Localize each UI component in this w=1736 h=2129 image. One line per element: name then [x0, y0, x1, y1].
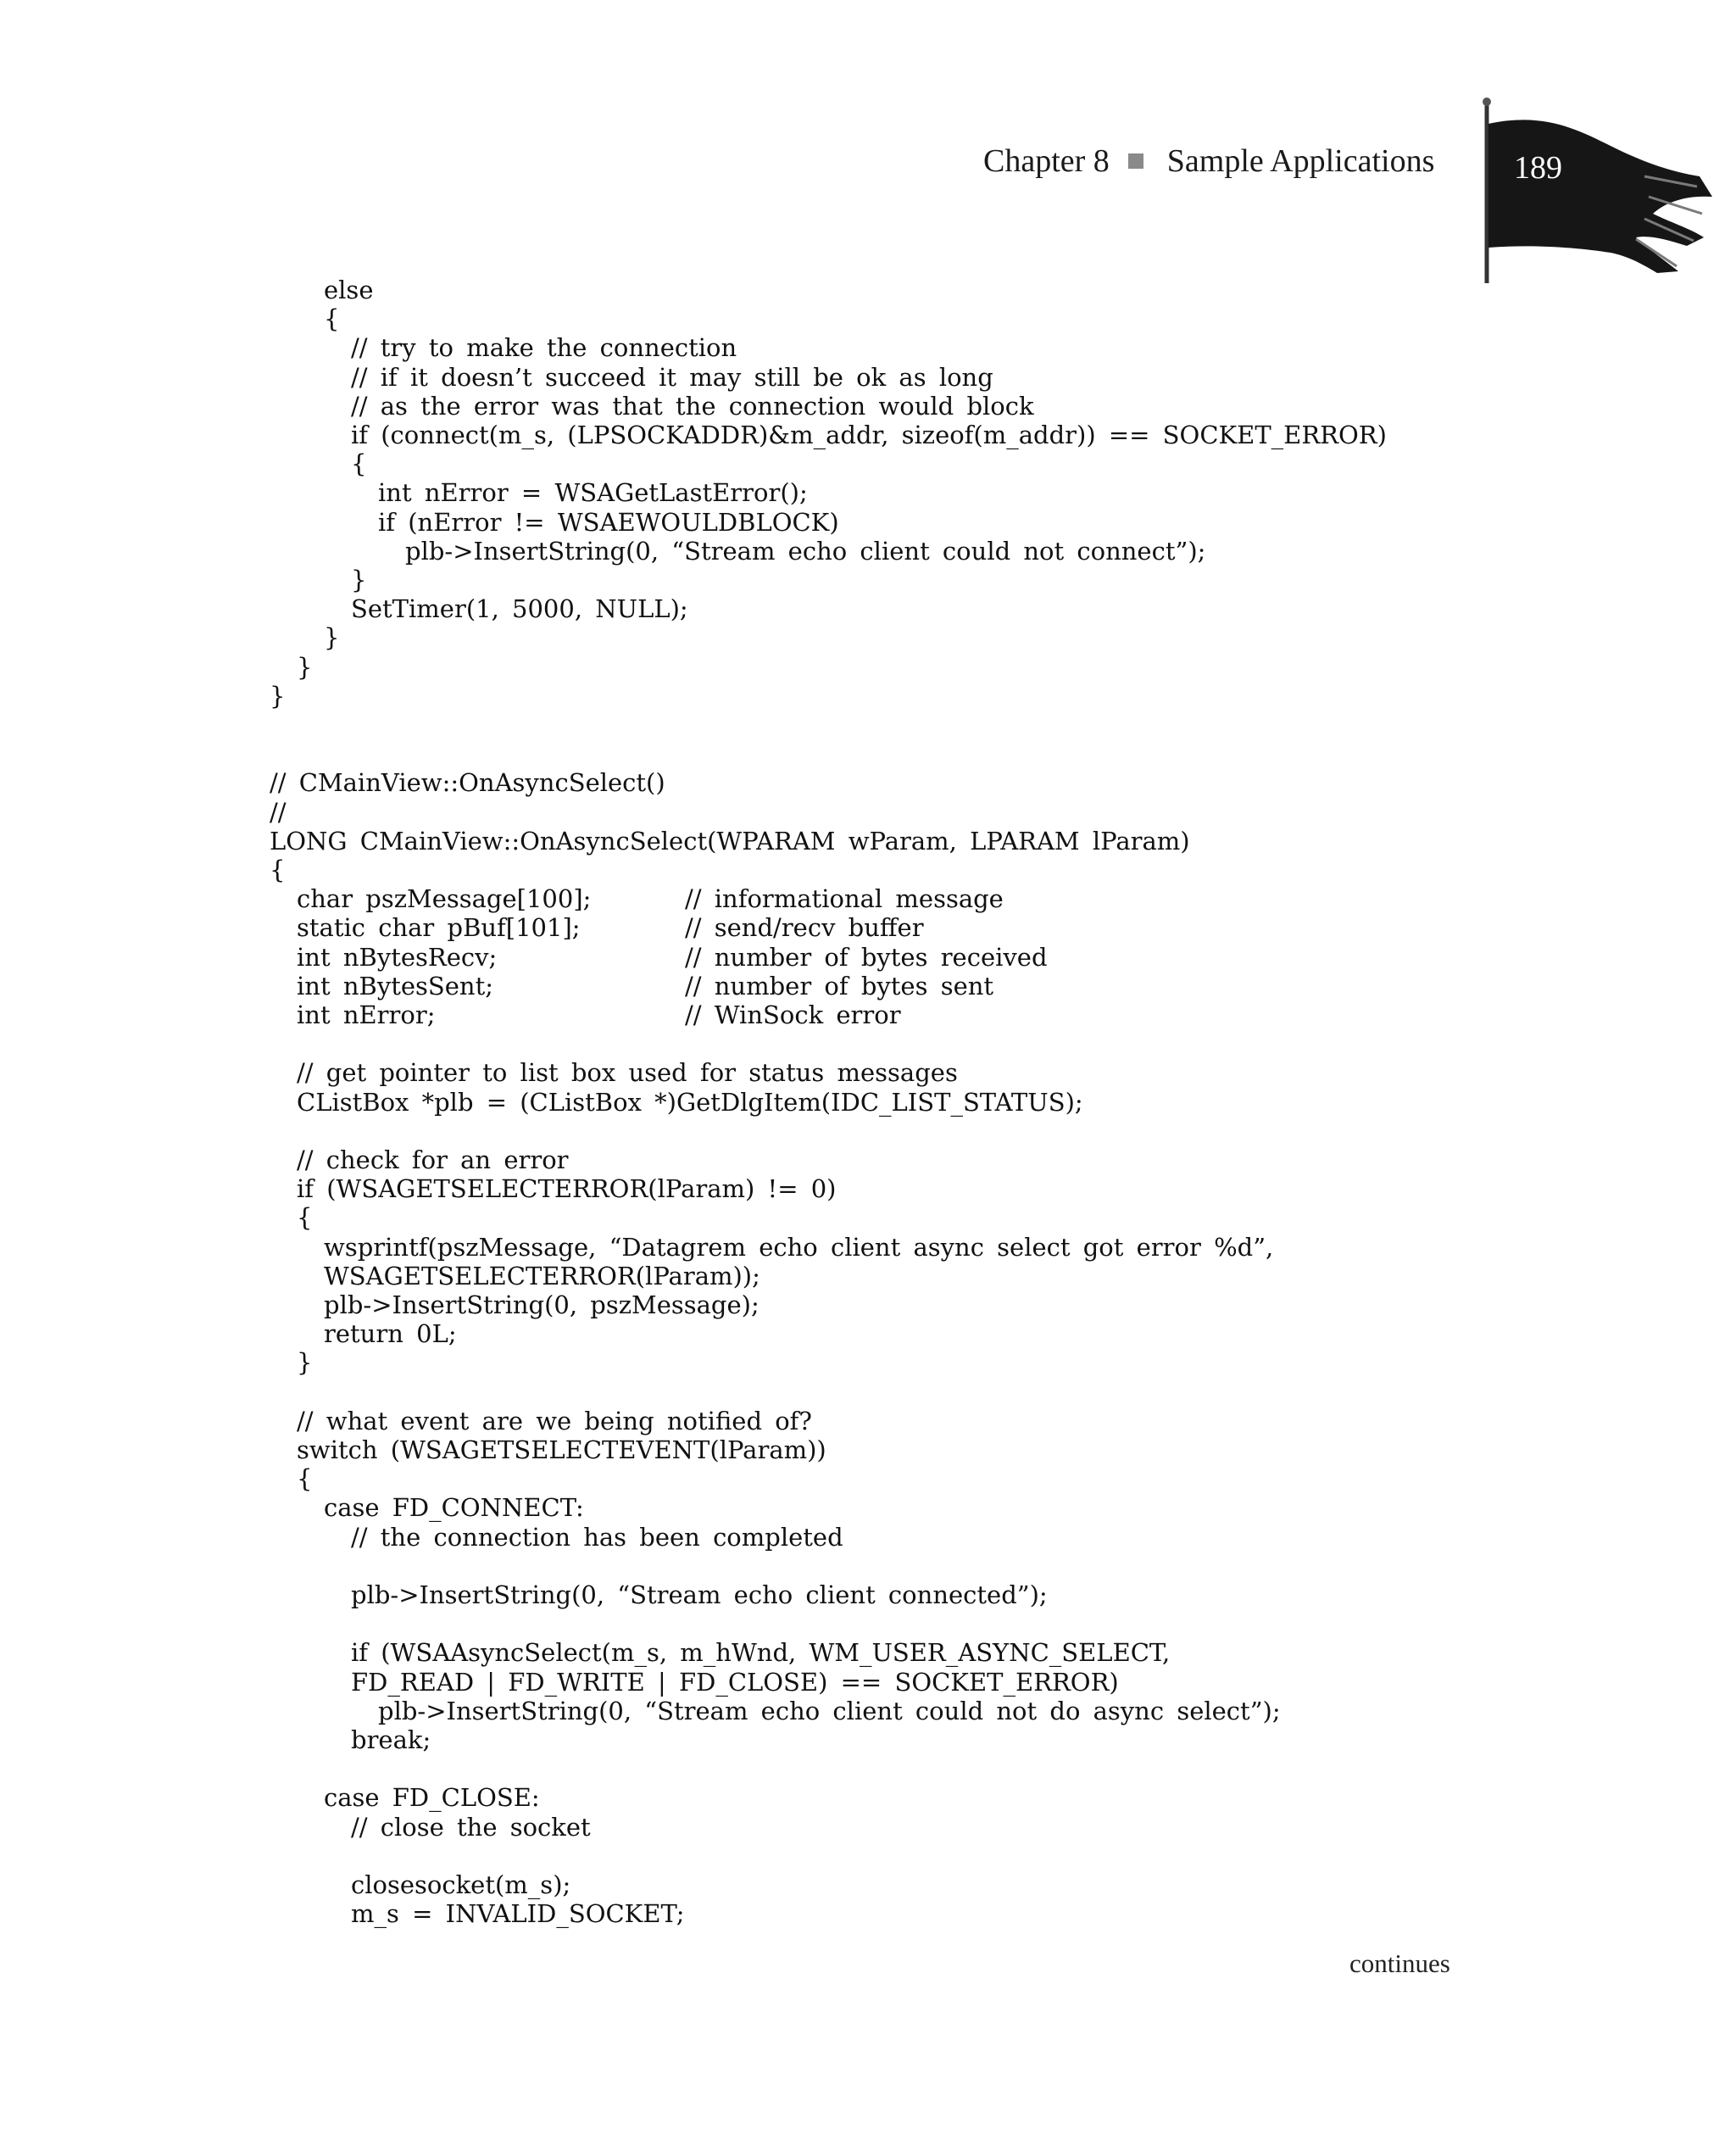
code-line: LONG CMainView::OnAsyncSelect(WPARAM wParam, LPARAM lParam)	[270, 827, 1190, 856]
code-line: int nError = WSAGetLastError();	[378, 478, 808, 507]
code-line: plb->InsertString(0, “Stream echo client could not connect”);	[405, 537, 1206, 566]
code-line: int nBytesRecv;	[297, 943, 498, 972]
code-line: int nError;	[297, 1000, 436, 1029]
code-line: SetTimer(1, 5000, NULL);	[351, 594, 688, 623]
code-line: // the connection has been completed	[351, 1523, 843, 1552]
running-header	[983, 136, 1434, 187]
code-line: // check for an error	[297, 1145, 569, 1174]
code-line: {	[270, 856, 286, 884]
code-line: {	[324, 304, 340, 333]
code-line: }	[297, 1348, 313, 1377]
code-line: case FD_CLOSE:	[324, 1783, 540, 1812]
code-comment: // number of bytes received	[685, 943, 1048, 972]
code-comment: // send/recv buffer	[685, 913, 924, 942]
code-line: }	[324, 623, 340, 652]
code-line: return 0L;	[324, 1319, 457, 1348]
code-line: // get pointer to list box used for status messages	[297, 1058, 958, 1087]
code-line: if (WSAAsyncSelect(m_s, m_hWnd, WM_USER_ASYNC_SELECT,	[351, 1638, 1171, 1667]
code-line: if (WSAGETSELECTERROR(lParam) != 0)	[297, 1174, 837, 1203]
code-line: }	[270, 682, 286, 711]
code-line: // try to make the connection	[351, 333, 737, 362]
chapter-title: Sample Applications	[1166, 143, 1435, 179]
code-line: case FD_CONNECT:	[324, 1493, 584, 1522]
code-comment: // informational message	[685, 884, 1004, 913]
code-line: {	[351, 449, 367, 478]
code-line: plb->InsertString(0, pszMessage);	[324, 1290, 760, 1319]
page-number: 189	[1514, 150, 1562, 186]
code-line: else	[324, 276, 374, 304]
code-line: plb->InsertString(0, “Stream echo client could not do async select”);	[378, 1697, 1281, 1725]
code-line: m_s = INVALID_SOCKET;	[351, 1899, 685, 1928]
flag-icon	[1475, 95, 1721, 290]
code-line: break;	[351, 1725, 431, 1754]
header-separator-square	[1128, 153, 1143, 169]
code-line: FD_READ | FD_WRITE | FD_CLOSE) == SOCKET_ERROR)	[351, 1668, 1119, 1697]
code-line: int nBytesSent;	[297, 972, 494, 1000]
code-line: // what event are we being notified of?	[297, 1407, 812, 1435]
code-line: static char pBuf[101];	[297, 913, 581, 942]
code-line: // as the error was that the connection would block	[351, 392, 1034, 421]
code-line: if (nError != WSAEWOULDBLOCK)	[378, 508, 839, 537]
code-line: {	[297, 1203, 313, 1232]
code-line: closesocket(m_s);	[351, 1870, 571, 1899]
code-line: char pszMessage[100];	[297, 884, 592, 913]
code-line: wsprintf(pszMessage, “Datagrem echo client async select got error %d”,	[324, 1233, 1274, 1262]
code-line: plb->InsertString(0, “Stream echo client connected”);	[351, 1580, 1048, 1609]
code-line: // if it doesn’t succeed it may still be ok as long	[351, 363, 993, 392]
continues-label: continues	[1349, 1948, 1450, 1978]
code-line: WSAGETSELECTERROR(lParam));	[324, 1262, 760, 1290]
code-line: CListBox *plb = (CListBox *)GetDlgItem(IDC_LIST_STATUS);	[297, 1088, 1083, 1117]
code-line: switch (WSAGETSELECTEVENT(lParam))	[297, 1435, 826, 1464]
chapter-label: Chapter 8	[983, 143, 1110, 179]
code-line: // close the socket	[351, 1813, 591, 1842]
code-line: }	[297, 653, 313, 682]
code-line: if (connect(m_s, (LPSOCKADDR)&m_addr, sizeof(m_addr)) == SOCKET_ERROR)	[351, 421, 1387, 449]
code-comment: // number of bytes sent	[685, 972, 994, 1000]
code-line: //	[270, 798, 287, 827]
code-line: {	[297, 1464, 313, 1493]
code-line: // CMainView::OnAsyncSelect()	[270, 768, 665, 797]
code-line: }	[351, 566, 367, 594]
code-comment: // WinSock error	[685, 1000, 901, 1029]
